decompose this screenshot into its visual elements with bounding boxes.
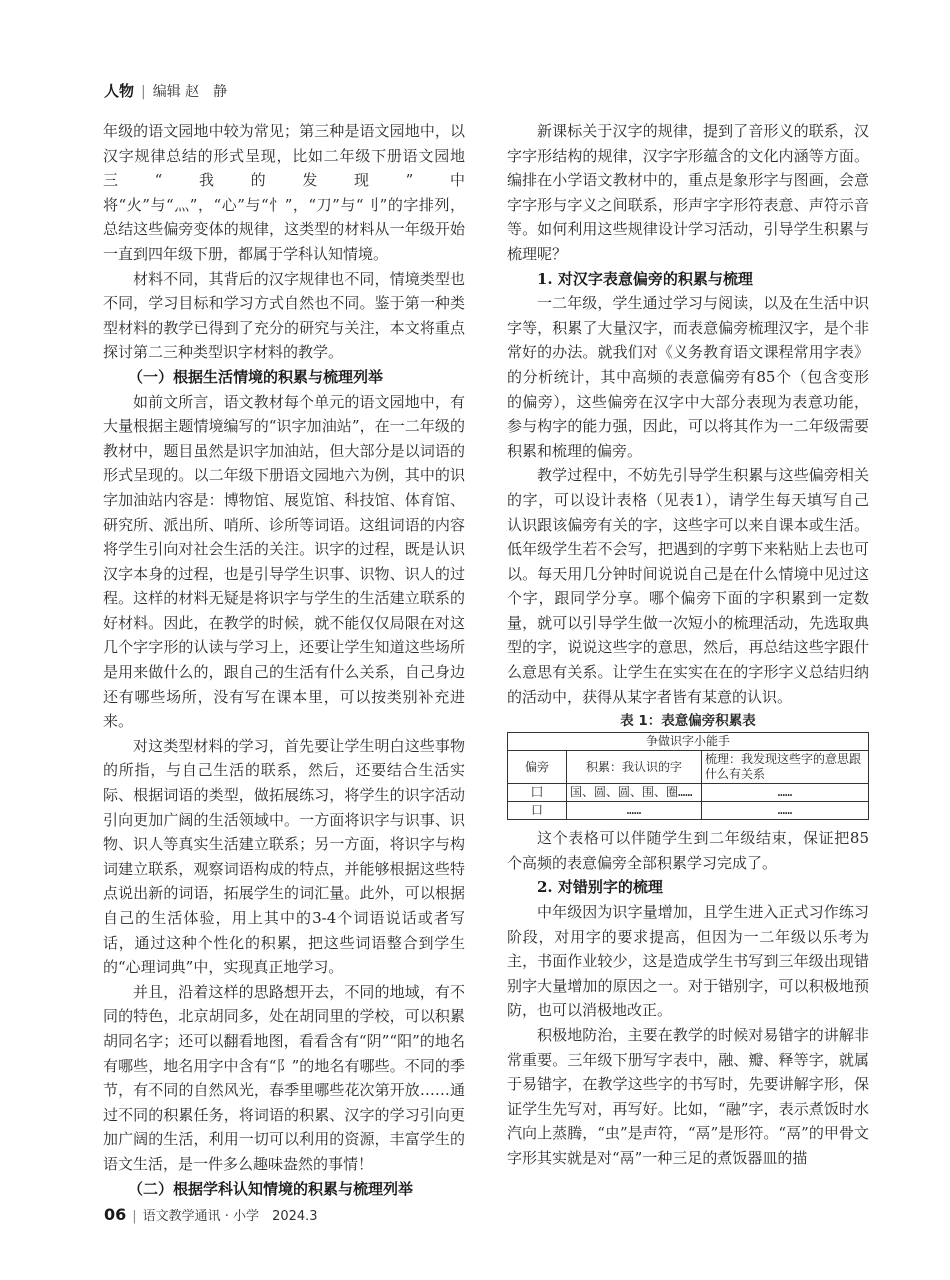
section-title: 人物 [104,82,135,100]
right-column [507,119,869,1171]
section-heading: （二）根据学科认知情境的积累与梳理列举 [128,1179,414,1198]
footer-separator: | [132,1209,137,1224]
table-header: 积累：我认识的字 [567,751,702,784]
table-title-row [508,733,869,751]
page-number: 06 [104,1205,127,1224]
table-caption: 表 1：表意偏旁积累表 [620,713,756,730]
paragraph: 教学过程中，不妨先引导学生积累与这些偏旁相关的字，可以设计表格（见表1），请学生每天填写自己认识跟该偏旁有关的字，这些字可以来自课本或生活。低年级学生若不会写，把遇到的字剪下来粘贴上去也可以。每天用几分钟时间说说自己是在什么情境中见过这个字，跟同学分享。哪个偏旁下面的字积累到一定数量，就可以引导学生做一次短小的梳理活动，先选取典型的字，说说这些字的意思，然后，再总结这些字跟什么意思有关系。让学生在实实在在的字形字义总结归纳的活动中，获得从某字者皆有某意的认识。 [507,466,869,706]
table-header-row [508,751,869,784]
issue-number: 2024.3 [272,1209,318,1224]
table-row [508,802,869,820]
table-title: 争做识字小能手 [508,733,869,751]
paragraph: 新课标关于汉字的规律，提到了音形义的联系，汉字字形结构的规律，汉字字形蕴含的文化内涵等方面。编排在小学语文教材中的，重点是象形字与图画，会意字字形与字义之间联系，形声字字形符表意、声符示音等。如何利用这些规律设计学习活动，引导学生积累与梳理呢？ [507,122,869,263]
page-footer [104,1205,318,1224]
subsection-heading: 1. 对汉字表意偏旁的积累与梳理 [537,269,753,288]
subsection-heading: 2. 对错别字的梳理 [537,878,663,897]
table-cell: …… [702,802,869,820]
table-cell: 口 [508,802,567,820]
header-separator: | [141,84,146,100]
editor-credit: 编辑 赵 静 [152,84,228,100]
table-header: 偏旁 [508,751,567,784]
section-heading: （一）根据生活情境的积累与梳理列举 [128,367,384,386]
table-cell: 囗 [508,784,567,802]
running-header [104,80,227,101]
table-cell: 国、圆、圆、围、圈…… [567,784,702,802]
paragraph: 一二年级，学生通过学习与阅读，以及在生活中识字等，积累了大量汉字，而表意偏旁梳理汉字，是个非常好的办法。就我们对《义务教育语文课程常用字表》的分析统计，其中高频的表意偏旁有85个（包含变形的偏旁），这些偏旁在汉字中大部分表现为表意功能，参与构字的能力强，因此，可以将其作为一二年级需要积累和梳理的偏旁。 [507,294,869,460]
paragraph: 这个表格可以伴随学生到二年级结束，保证把85个高频的表意偏旁全部积累学习完成了。 [507,829,869,872]
paragraph: 并且，沿着这样的思路想开去，不同的地域，有不同的特色，北京胡同多，处在胡同里的学校，可以积累胡同名字；还可以翻看地图，看看含有“阴”“阳”的地名有哪些，地名用字中含有“阝”的地名有哪些。不同的季节，有不同的自然风光，春季里哪些花次第开放……通过不同的积累任务，将词语的积累、汉字的学习引向更加广阔的生活，利用一切可以利用的资源，丰富学生的语文生活，是一件多么趣味盎然的事情！ [103,982,465,1173]
table-header: 梳理：我发现这些字的意思跟什么有关系 [702,751,869,784]
table-row [508,784,869,802]
paragraph: 对这类型材料的学习，首先要让学生明白这些事物的所指，与自己生活的联系，然后，还要结合生活实际、根据词语的类型，做拓展练习，将学生的识字活动引向更加广阔的生活领域中。一方面将识字与识事、识物、识人等真实生活建立联系；另一方面，将识字与构词建立联系，观察词语构成的特点，并能够根据这些特点说出新的词语，拓展学生的词汇量。此外，可以根据自己的生活体验，用上其中的3-4个词语说话或者写话，通过这种个性化的积累，把这些词语整合到学生的“心理词典”中，实现真正地学习。 [103,736,465,977]
radical-table [507,732,869,820]
table-cell: …… [567,802,702,820]
left-column [103,119,465,1201]
paragraph: 年级的语文园地中较为常见；第三种是语文园地中，以汉字规律总结的形式呈现，比如二年级下册语文园地三“我的发现”中将“火”与“灬”，“心”与“忄”，“刀”与“刂”的字排列，总结这些偏旁变体的规律，这类型的材料从一年级开始一直到四年级下册，都属于学科认知情境。 [103,122,465,263]
paragraph: 材料不同，其背后的汉字规律也不同，情境类型也不同，学习目标和学习方式自然也不同。鉴于第一种类型材料的教学已得到了充分的研究与关注，本文将重点探讨第二三种类型识字材料的教学。 [103,269,465,362]
journal-name: 语文教学通讯 · 小学 [142,1209,260,1224]
paragraph: 积极地防治，主要在教学的时候对易错字的讲解非常重要。三年级下册写字表中，融、瓣、释等字，就属于易错字，在教学这些字的书写时，先要讲解字形，保证学生先写对，再写好。比如，“融”字，表示煮饭时水汽向上蒸腾，“虫”是声符，“鬲”是形符。“鬲”的甲骨文字形其实就是对“鬲”一种三足的煮饭器皿的描 [507,1026,869,1167]
paragraph: 中年级因为识字量增加，且学生进入正式习作练习阶段，对用字的要求提高，但因为一二年级以乐考为主，书面作业较少，这是造成学生书写到三年级出现错别字大量增加的原因之一。对于错别字，可以积极地预防，也可以消极地改正。 [507,903,869,1020]
paragraph: 如前文所言，语文教材每个单元的语文园地中，有大量根据主题情境编写的“识字加油站”，在一二年级的教材中，题目虽然是识字加油站，但大部分是以词语的形式呈现的。以二年级下册语文园地六为例，其中的识字加油站内容是：博物馆、展览馆、科技馆、体育馆、研究所、派出所、哨所、诊所等词语。这组词语的内容将学生引向对社会生活的关注。识字的过程，既是认识汉字本身的过程，也是引导学生识事、识物、识人的过程。这样的材料无疑是将识字与学生的生活建立联系的好材料。因此，在教学的时候，就不能仅仅局限在对这几个字字形的认读与学习上，还要让学生知道这些场所是用来做什么的，跟自己的生活有什么关系，自己身边还有哪些场所，没有写在课本里，可以按类别补充进来。 [103,392,465,731]
table-cell: …… [702,784,869,802]
